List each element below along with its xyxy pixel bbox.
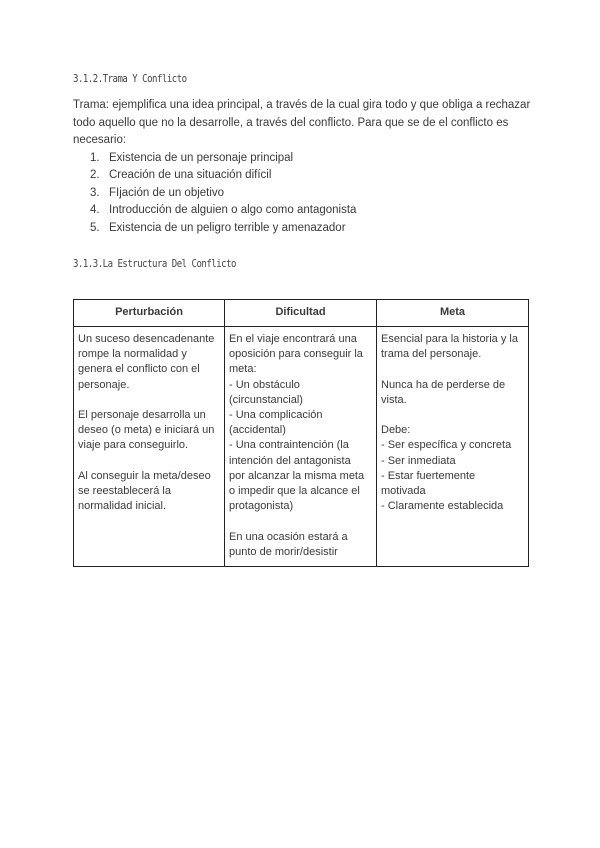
spacer [381,408,524,423]
cell-text: - Un obstáculo [229,378,300,391]
cell-text: motivada [381,485,426,497]
cell-text: - Claramente establecida [381,500,504,513]
spacer [229,514,372,529]
cell-text: normalidad inicial. [78,500,167,513]
intro-block [73,97,533,237]
list-item [73,150,533,168]
header-perturbacion: Perturbación [74,300,225,327]
cell-text: protagonista) [229,500,294,513]
cell-text: Un suceso desencadenante [78,333,215,345]
cell-text: trama del personaje. [381,348,482,361]
cell-text: (accidental) [229,424,286,437]
cell-perturbacion [74,327,225,567]
requirements-list [73,150,533,238]
header-dificultad: Dificultad [225,300,377,327]
cell-text: meta: [229,363,257,376]
list-item [73,202,533,220]
cell-meta [377,327,529,567]
list-number: 5. [90,221,100,234]
list-text: Existencia de un personaje principal [109,151,294,164]
list-text: FIjación de un objetivo [109,186,225,199]
cell-text: oposición para conseguir la [229,348,363,361]
list-text: Creación de una situación difícil [109,169,272,181]
table-header-row [74,300,529,327]
list-item [73,220,533,238]
cell-text: (circunstancial) [229,393,303,406]
cell-text: Debe: [381,424,411,437]
cell-text: Al conseguir la meta/deseo [78,469,211,482]
cell-text: por alcanzar la misma meta [229,469,365,482]
cell-text: El personaje desarrolla un [78,409,206,421]
spacer [78,393,220,408]
cell-text: rompe la normalidad y [78,348,187,361]
intro-paragraph: Trama: ejemplifica una idea principal, a través de la cual gira todo y que obliga a rechazar todo aquello que no la desarrolle, a través del conflicto. Para que se de el conflicto es necesario: [73,99,531,146]
spacer [78,454,220,469]
cell-text: o impedir que la alcance el [229,485,360,498]
cell-text: genera el conflicto con el [78,363,200,376]
cell-text: - Una contraintención (la [229,439,349,452]
cell-text: deseo (o meta) e iniciará un [78,424,215,437]
cell-text: se reestablecerá la [78,485,171,497]
cell-text: - Estar fuertemente [381,469,476,482]
cell-text: En una ocasión estará a [229,530,348,543]
list-number: 2. [90,169,100,181]
table-row [74,327,529,567]
cell-text: En el viaje encontrará una [229,333,357,345]
list-item [73,185,533,203]
conflict-structure-table [73,299,529,567]
cell-text: vista. [381,393,407,406]
cell-text: - Ser inmediata [381,454,456,467]
cell-text: - Ser específica y concreta [381,439,512,452]
section-heading-trama: 3.1.2.Trama Y Conflicto [73,72,187,85]
list-text: Introducción de alguien o algo como antagonista [109,204,357,216]
cell-text: - Una complicación [229,409,323,422]
cell-text: personaje. [78,378,130,391]
spacer [381,362,524,377]
cell-text: intención del antagonista [229,454,351,467]
cell-text: Esencial para la historia y la [381,333,518,345]
list-item [73,167,533,185]
cell-text: viaje para conseguirlo. [78,439,189,452]
header-meta: Meta [377,300,529,327]
section-heading-estructura: 3.1.3.La Estructura Del Conflicto [73,257,236,270]
list-text: Existencia de un peligro terrible y amenazador [109,221,346,234]
cell-dificultad [225,327,377,567]
list-number: 4. [90,204,100,216]
list-number: 3. [90,186,100,199]
cell-text: punto de morir/desistir [229,545,338,558]
list-number: 1. [90,151,100,164]
cell-text: Nunca ha de perderse de [381,378,506,391]
